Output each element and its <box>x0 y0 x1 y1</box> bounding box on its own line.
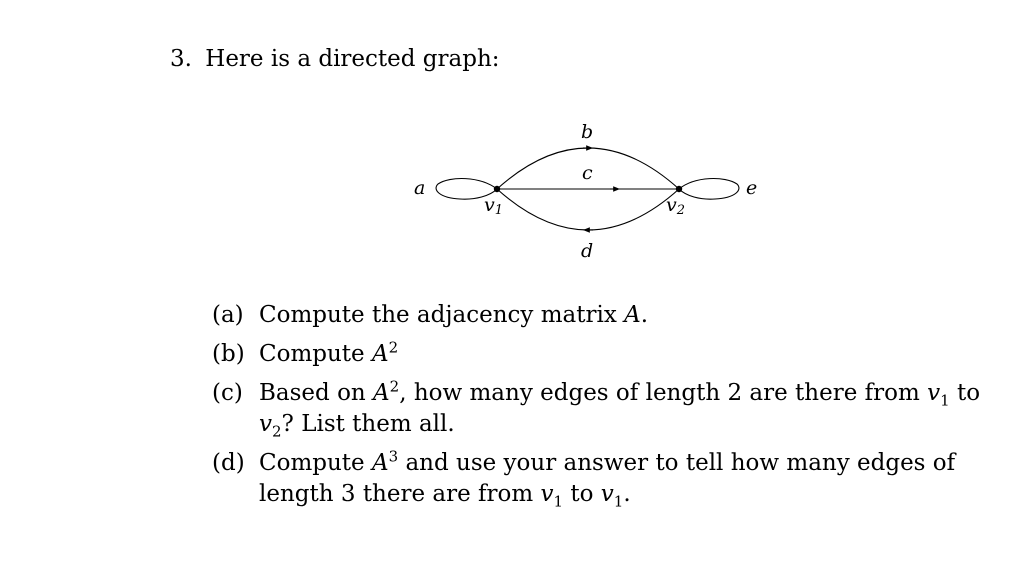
part-c-text: Based on $A^2$, how many edges of length 2 are there from $v_1$ to $v_2$? List them all. <box>259 377 981 441</box>
edge-e-loop <box>679 179 739 200</box>
part-d <box>212 448 1002 510</box>
part-c <box>212 378 1002 440</box>
part-b-text: Compute $A^2$ <box>259 338 399 367</box>
vertex-v2-dot <box>676 186 682 192</box>
directed-graph <box>400 110 780 270</box>
part-a <box>212 300 1002 331</box>
edge-d-arc <box>497 189 679 230</box>
problem-parts <box>212 300 1002 518</box>
part-a-label: (a) <box>212 302 244 328</box>
problem-number: 3. <box>170 46 192 72</box>
vertex-label-v1: v1 <box>484 194 504 218</box>
part-d-label: (d) <box>212 450 245 476</box>
edge-label-c: c <box>582 162 593 184</box>
edge-label-a: a <box>414 177 426 199</box>
edge-label-e: e <box>746 177 758 199</box>
edge-label-b: b <box>581 121 594 143</box>
part-b-label: (b) <box>212 341 245 367</box>
edge-label-d: d <box>581 240 594 262</box>
part-d-text: Compute $A^3$ and use your answer to tell how many edges of length 3 there are from $v_1$ to $v_1$. <box>259 447 956 511</box>
problem-intro: Here is a directed graph: <box>205 46 500 72</box>
part-a-text: Compute the adjacency matrix A. <box>259 302 649 328</box>
part-c-label: (c) <box>212 380 243 406</box>
part-b <box>212 339 1002 370</box>
vertex-v1-dot <box>494 186 500 192</box>
problem-heading <box>170 46 500 72</box>
vertex-label-v2: v2 <box>666 194 686 218</box>
